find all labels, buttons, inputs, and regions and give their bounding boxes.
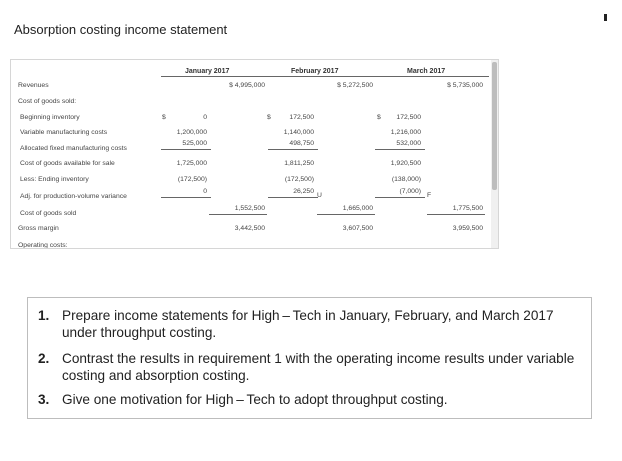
dollar-sign: $: [377, 114, 381, 121]
header-underline: [161, 76, 271, 77]
subtotal-underline: [161, 149, 211, 150]
allocated-fixed-february: 498,750: [289, 140, 314, 147]
row-label-cogs-header: Cost of goods sold:: [18, 98, 77, 105]
scrollbar-thumb[interactable]: [492, 62, 497, 190]
row-label-adj-variance: Adj. for production-volume variance: [20, 193, 127, 200]
adj-variance-february: 26,250: [293, 188, 314, 195]
row-label-revenues: Revenues: [18, 82, 49, 89]
subtotal-underline: [268, 197, 318, 198]
ending-inventory-january: (172,500): [177, 176, 207, 183]
adj-variance-january: 0: [203, 188, 207, 195]
requirement-item: [38, 391, 578, 408]
total-underline: [209, 214, 267, 215]
header-underline: [377, 76, 489, 77]
requirement-number: 1.: [38, 308, 50, 323]
row-label-variable-mfg: Variable manufacturing costs: [20, 129, 108, 136]
requirement-item: [38, 350, 578, 384]
gross-margin-march: 3,959,500: [452, 225, 483, 232]
row-label-beginning-inventory: Beginning inventory: [20, 114, 80, 121]
cogs-march: 1,775,500: [452, 205, 483, 212]
requirement-item: [38, 307, 578, 341]
subtotal-underline: [161, 197, 211, 198]
cogs-february: 1,665,000: [342, 205, 373, 212]
column-header-march: March 2017: [407, 68, 446, 75]
revenues-january: $ 4,995,000: [229, 82, 265, 89]
gross-margin-january: 3,442,500: [234, 225, 265, 232]
income-statement-panel[interactable]: [10, 59, 499, 249]
allocated-fixed-march: 532,000: [396, 140, 421, 147]
revenues-march: $ 5,735,000: [447, 82, 483, 89]
subtotal-underline: [375, 197, 425, 198]
vertical-scrollbar[interactable]: [491, 60, 498, 248]
header-underline: [268, 76, 381, 77]
cogs-available-march: 1,920,500: [390, 160, 421, 167]
subtotal-underline: [268, 149, 318, 150]
gross-margin-february: 3,607,500: [342, 225, 373, 232]
variable-mfg-february: 1,140,000: [283, 129, 314, 136]
row-label-cogs-available: Cost of goods available for sale: [20, 160, 115, 167]
revenues-february: $ 5,272,500: [337, 82, 373, 89]
total-underline: [317, 214, 375, 215]
row-label-allocated-fixed: Allocated fixed manufacturing costs: [20, 145, 127, 152]
ending-inventory-february: (172,500): [284, 176, 314, 183]
minimize-icon[interactable]: [604, 14, 607, 21]
adj-variance-march: (7,000): [399, 188, 421, 195]
row-label-gross-margin: Gross margin: [18, 225, 59, 232]
beginning-inventory-march: 172,500: [396, 114, 421, 121]
cogs-available-february: 1,811,250: [284, 160, 314, 167]
requirement-text: Contrast the results in requirement 1 with the operating income results under variable costing and absorption costing.: [62, 351, 575, 383]
column-header-january: January 2017: [185, 68, 230, 75]
row-label-operating-costs: Operating costs:: [18, 242, 68, 249]
beginning-inventory-february: 172,500: [289, 114, 314, 121]
page-title: Absorption costing income statement: [14, 22, 228, 37]
cogs-available-january: 1,725,000: [176, 160, 207, 167]
requirement-text: Give one motivation for High – Tech to adopt throughput costing.: [62, 392, 448, 407]
row-label-ending-inventory: Less: Ending inventory: [20, 176, 89, 183]
total-underline: [427, 214, 485, 215]
variable-mfg-march: 1,216,000: [390, 129, 421, 136]
cogs-january: 1,552,500: [234, 205, 265, 212]
requirement-number: 3.: [38, 392, 50, 407]
variance-flag-favorable: F: [427, 192, 432, 199]
dollar-sign: $: [267, 114, 271, 121]
allocated-fixed-january: 525,000: [182, 140, 207, 147]
beginning-inventory-january: 0: [203, 114, 207, 121]
column-header-february: February 2017: [291, 68, 339, 75]
requirement-text: Prepare income statements for High – Tech in January, February, and March 2017 under throughput costing.: [62, 308, 554, 340]
variance-flag-unfavorable: U: [317, 192, 322, 199]
requirement-number: 2.: [38, 351, 50, 366]
dollar-sign: $: [162, 114, 166, 121]
variable-mfg-january: 1,200,000: [176, 129, 207, 136]
ending-inventory-march: (138,000): [391, 176, 421, 183]
row-label-cogs: Cost of goods sold: [20, 210, 77, 217]
subtotal-underline: [375, 149, 425, 150]
requirements-panel: [27, 297, 592, 419]
